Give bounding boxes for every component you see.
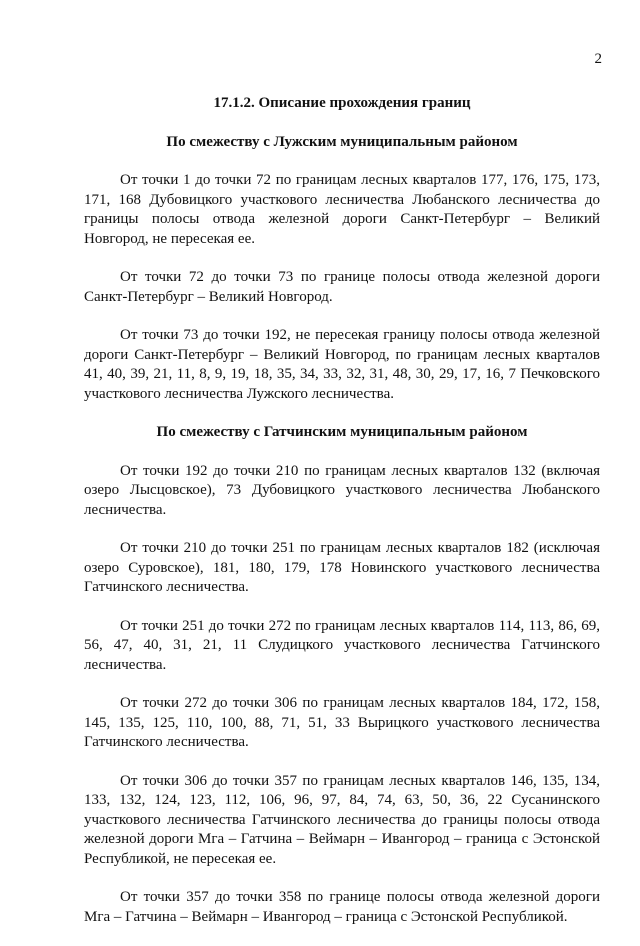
paragraph: От точки 210 до точки 251 по границам лесных кварталов 182 (исключая озеро Суровское), 181, 180, 179, 178 Новинского участкового лесничества Гатчинского лесничества. <box>84 540 600 595</box>
document-body <box>84 94 600 946</box>
paragraph: От точки 72 до точки 73 по границе полосы отвода железной дороги Санкт-Петербург – Великий Новгород. <box>84 269 600 305</box>
page-number: 2 <box>594 51 602 67</box>
paragraph: От точки 192 до точки 210 по границам лесных кварталов 132 (включая озеро Лысцовское), 73 Дубовицкого участкового лесничества Любанского лесничества. <box>84 462 600 518</box>
paragraph: От точки 306 до точки 357 по границам лесных кварталов 146, 135, 134, 133, 132, 124, 123, 112, 106, 96, 97, 84, 74, 63, 50, 36, 22 Сусанинского участкового лесничества Гатчинского лесничества до границы полосы отвода железной дороги Мга – Гатчина – Веймарн – Ивангород – граница с Эстонской Республикой, не пересекая ее. <box>84 772 600 867</box>
paragraph: От точки 1 до точки 72 по границам лесных кварталов 177, 176, 175, 173, 171, 168 Дубовицкого участкового лесничества Любанского лесничества до границы полосы отвода железной дороги Санкт-Петербург – Великий Новгород, не пересекая ее. <box>84 172 600 247</box>
section-heading: По смежеству с Лужским муниципальным районом <box>166 133 518 150</box>
paragraph: От точки 272 до точки 306 по границам лесных кварталов 184, 172, 158, 145, 135, 125, 110, 100, 88, 71, 51, 33 Вырицкого участкового лесничества Гатчинского лесничества. <box>84 695 600 750</box>
paragraph: От точки 73 до точки 192, не пересекая границу полосы отвода железной дороги Санкт-Петербург – Великий Новгород, по границам лесных кварталов 41, 40, 39, 21, 11, 8, 9, 19, 18, 35, 34, 33, 32, 31, 48, 30, 29, 17, 16, 7 Печковского участкового лесничества Лужского лесничества. <box>84 327 600 402</box>
section-heading: По смежеству с Гатчинским муниципальным районом <box>156 424 528 440</box>
section-luga <box>84 133 600 405</box>
section-gatchina <box>84 423 600 927</box>
paragraph: От точки 251 до точки 272 по границам лесных кварталов 114, 113, 86, 69, 56, 47, 40, 31, 21, 11 Слудицкого участкового лесничества Гатчинского лесничества. <box>84 617 600 673</box>
paragraph: От точки 357 до точки 358 по границе полосы отвода железной дороги Мга – Гатчина – Веймарн – Ивангород – граница с Эстонской Республикой. <box>84 889 600 925</box>
section-title: 17.1.2. Описание прохождения границ <box>213 95 471 111</box>
